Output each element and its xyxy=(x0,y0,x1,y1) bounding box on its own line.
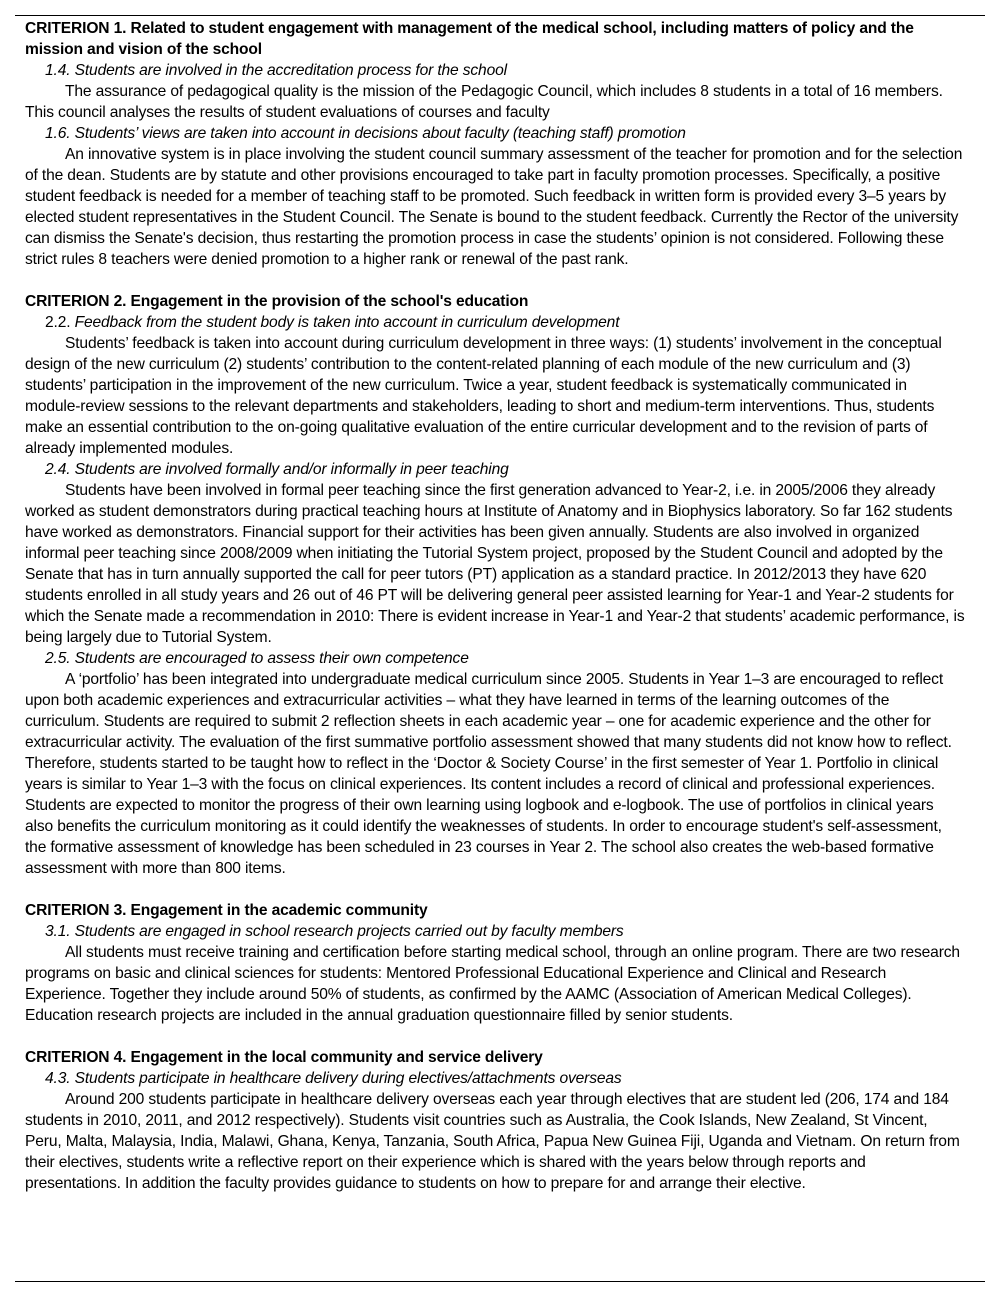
subsection-number: 4.3. xyxy=(45,1070,71,1087)
criterion-1 xyxy=(25,18,965,270)
subsection-number: 2.2. xyxy=(45,314,71,331)
subsection-heading xyxy=(25,921,965,942)
document-body xyxy=(15,18,985,1194)
subsection-body: An innovative system is in place involving the student council summary assessment of the teacher for promotion and for the selection of the dean. Students are by statute and other provisions encouraged to take part in faculty promotion processes. Specifically, a positive student feedback is needed for a member of teaching staff to be promoted. Such feedback in written form is provided every 3–5 years by elected student representatives in the Student Council. The Senate is bound to the student feedback. Currently the Rector of the university can dismiss the Senate's decision, thus restarting the promotion process in case the students’ opinion is not considered. Following these strict rules 8 teachers were denied promotion to a higher rank or renewal of the past rank. xyxy=(25,146,963,268)
subsection-heading-text: Students are engaged in school research projects carried out by faculty members xyxy=(74,923,624,940)
subsection-number: 1.4. xyxy=(45,62,71,79)
criterion-3 xyxy=(25,900,965,1026)
subsection-body: Around 200 students participate in healthcare delivery overseas each year through electives that are student led (206, 174 and 184 students in 2010, 2011, and 2012 respectively). Students visit countries such as Australia, the Cook Islands, New Zealand, St Vincent, Peru, Malta, Malaysia, India, Malawi, Ghana, Kenya, Tanzania, South Africa, Papua New Guinea Fiji, Uganda and Vietnam. On return from their electives, students write a reflective report on their experience which is shared with the years below through reports and presentations. In addition the faculty provides guidance to students on how to prepare for and arrange their elective. xyxy=(25,1091,960,1192)
subsection-heading-text: Students are involved in the accreditation process for the school xyxy=(74,62,507,79)
criterion-2 xyxy=(25,291,965,879)
subsection-body: Students have been involved in formal peer teaching since the first generation advanced to Year-2, i.e. in 2005/2006 they already worked as student demonstrators during practical teaching hours at Institute of Anatomy and in Biophysics laboratory. So far 162 students have worked as demonstrators. Financial support for their activities has been given annually. Students are also involved in organized informal peer teaching since 2008/2009 when initiating the Tutorial System project, proposed by the Student Council and adopted by the Senate that has in turn annually supported the call for peer tutors (PT) application as a standard practice. In 2012/2013 they have 620 students enrolled in all study years and 26 out of 46 PT will be delivering general peer assisted learning for Year-1 and Year-2 students for which the Senate made a recommendation in 2010: There is evident increase in Year-1 and Year-2 that students’ academic performance, is being largely due to Tutorial System. xyxy=(25,482,965,646)
subsection-body: The assurance of pedagogical quality is the mission of the Pedagogic Council, which includes 8 students in a total of 16 members. This council analyses the results of student evaluations of courses and faculty xyxy=(25,83,943,121)
criterion-title: CRITERION 2. Engagement in the provision of the school's education xyxy=(25,293,529,310)
criterion-title: CRITERION 4. Engagement in the local community and service delivery xyxy=(25,1049,543,1066)
subsection-heading-text: Feedback from the student body is taken into account in curriculum development xyxy=(74,314,620,331)
subsection-body: Students’ feedback is taken into account during curriculum development in three ways: (1) students’ involvement in the conceptual design of the new curriculum (2) students’ contribution to the content-related planning of each module of the new curriculum and (3) students’ participation in the improvement of the new curriculum. Twice a year, student feedback is systematically communicated in module-review sessions to the relevant departments and stakeholders, leading to short and medium-term interventions. Thus, students make an essential contribution to the on-going qualitative evaluation of the entire curricular development and to the revision of parts of already implemented modules. xyxy=(25,335,942,457)
subsection-heading xyxy=(25,123,965,144)
subsection-body: A ‘portfolio’ has been integrated into undergraduate medical curriculum since 2005. Students in Year 1–3 are encouraged to reflect upon both academic experiences and extracurricular activities – what they have learned in terms of the learning outcomes of the curriculum. Students are required to submit 2 reflection sheets in each academic year – one for academic experience and the other for extracurricular activity. The evaluation of the first summative portfolio assessment showed that many students did not know how to reflect. Therefore, students started to be taught how to reflect in the ‘Doctor & Society Course’ in the first semester of Year 1. Portfolio in clinical years is similar to Year 1–3 with the focus on clinical experiences. Its content includes a record of clinical and professional experiences. Students are expected to monitor the progress of their own learning using logbook and e-logbook. The use of portfolios in clinical years also benefits the curriculum monitoring as it could identify the weaknesses of students. In order to encourage student's self-assessment, the formative assessment of knowledge has been scheduled in 23 courses in Year 2. The school also creates the web-based formative assessment with more than 800 items. xyxy=(25,671,952,877)
subsection-heading-text: Students are involved formally and/or informally in peer teaching xyxy=(74,461,509,478)
criterion-4 xyxy=(25,1047,965,1194)
subsection-heading xyxy=(25,1068,965,1089)
subsection-number: 3.1. xyxy=(45,923,71,940)
subsection-heading xyxy=(25,312,965,333)
subsection-heading-text: Students’ views are taken into account in decisions about faculty (teaching staff) promotion xyxy=(74,125,686,142)
criteria-document xyxy=(15,15,985,1282)
subsection-heading xyxy=(25,648,965,669)
criterion-title: CRITERION 3. Engagement in the academic community xyxy=(25,902,428,919)
subsection-heading xyxy=(25,60,965,81)
subsection-heading xyxy=(25,459,965,480)
subsection-heading-text: Students are encouraged to assess their own competence xyxy=(74,650,469,667)
subsection-number: 1.6. xyxy=(45,125,71,142)
subsection-heading-text: Students participate in healthcare delivery during electives/attachments overseas xyxy=(74,1070,622,1087)
subsection-number: 2.4. xyxy=(45,461,71,478)
criterion-title: CRITERION 1. Related to student engagement with management of the medical school, including matters of policy and the mission and vision of the school xyxy=(25,20,914,58)
subsection-body: All students must receive training and certification before starting medical school, through an online program. There are two research programs on basic and clinical sciences for students: Mentored Professional Educational Experience and Clinical and Research Experience. Together they include around 50% of students, as confirmed by the AAMC (Association of American Medical Colleges). Education research projects are included in the annual graduation questionnaire filled by senior students. xyxy=(25,944,960,1024)
subsection-number: 2.5. xyxy=(45,650,71,667)
